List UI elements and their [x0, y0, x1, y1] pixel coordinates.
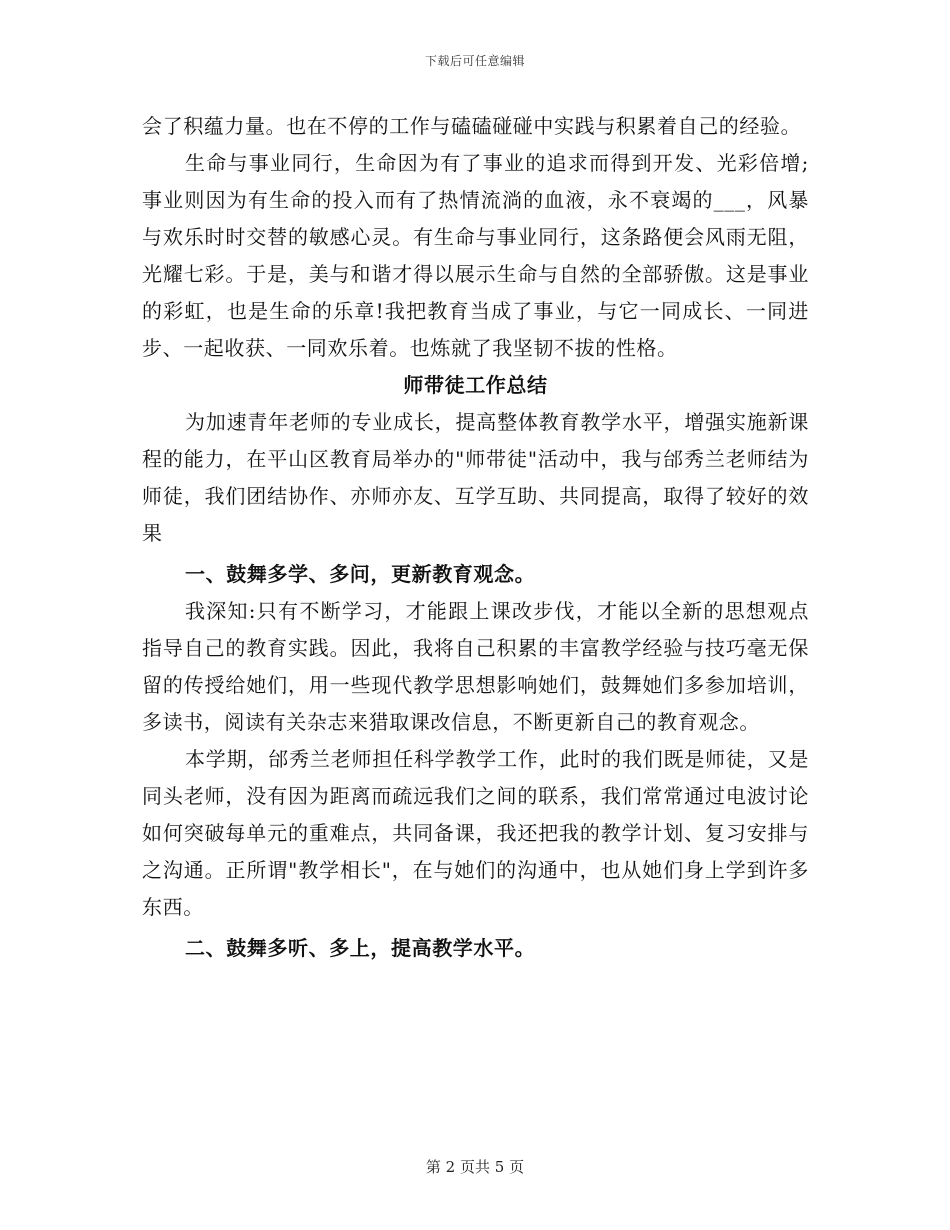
paragraph-life-and-career: 生命与事业同行，生命因为有了事业的追求而得到开发、光彩倍增;事业则因为有生命的投入而有了热情流淌的血液，永不衰竭的___，风暴与欢乐时时交替的敏感心灵。有生命与事业同行，这条路便会风雨无阻，光耀七彩。于是，美与和谐才得以展示生命与自然的全部骄傲。这是事业的彩虹，也是生命的乐章!我把教育当成了事业，与它一同成长、一同进步、一起收获、一同欢乐着。也炼就了我坚韧不拔的性格。 — [142, 151, 809, 360]
page-footer: 第 2 页共 5 页 — [425, 1158, 525, 1176]
paragraph-continuation: 会了积蕴力量。也在不停的工作与磕磕碰碰中实践与积累着自己的经验。 — [142, 114, 802, 138]
page-header: 下载后可任意编辑 — [424, 54, 525, 68]
section-heading-2: 二、鼓舞多听、多上，提高教学水平。 — [185, 936, 536, 960]
paragraph-intro: 为加速青年老师的专业成长，提高整体教育教学水平，增强实施新课程的能力，在平山区教育局举办的"师带徒"活动中，我与邰秀兰老师结为师徒，我们团结协作、亦师亦友、互学互助、共同提高，取得了较好的效果 — [142, 410, 809, 545]
section-heading-1: 一、鼓舞多学、多问，更新教育观念。 — [185, 562, 536, 586]
paragraph-learning: 我深知:只有不断学习，才能跟上课改步伐，才能以全新的思想观点指导自己的教育实践。因此，我将自己积累的丰富教学经验与技巧毫无保留的传授给她们，用一些现代教学思想影响她们，鼓舞她们多参加培训，多读书，阅读有关杂志来猎取课改信息，不断更新自己的教育观念。 — [142, 599, 809, 734]
document-body — [142, 108, 809, 967]
paragraph-semester: 本学期，邰秀兰老师担任科学教学工作，此时的我们既是师徒，又是同头老师，没有因为距离而疏远我们之间的联系，我们常常通过电波讨论如何突破每单元的重难点，共同备课，我还把我的教学计划、复习安排与之沟通。正所谓"教学相长"，在与她们的沟通中，也从她们身上学到许多东西。 — [142, 747, 809, 919]
section-title: 师带徒工作总结 — [403, 373, 548, 397]
